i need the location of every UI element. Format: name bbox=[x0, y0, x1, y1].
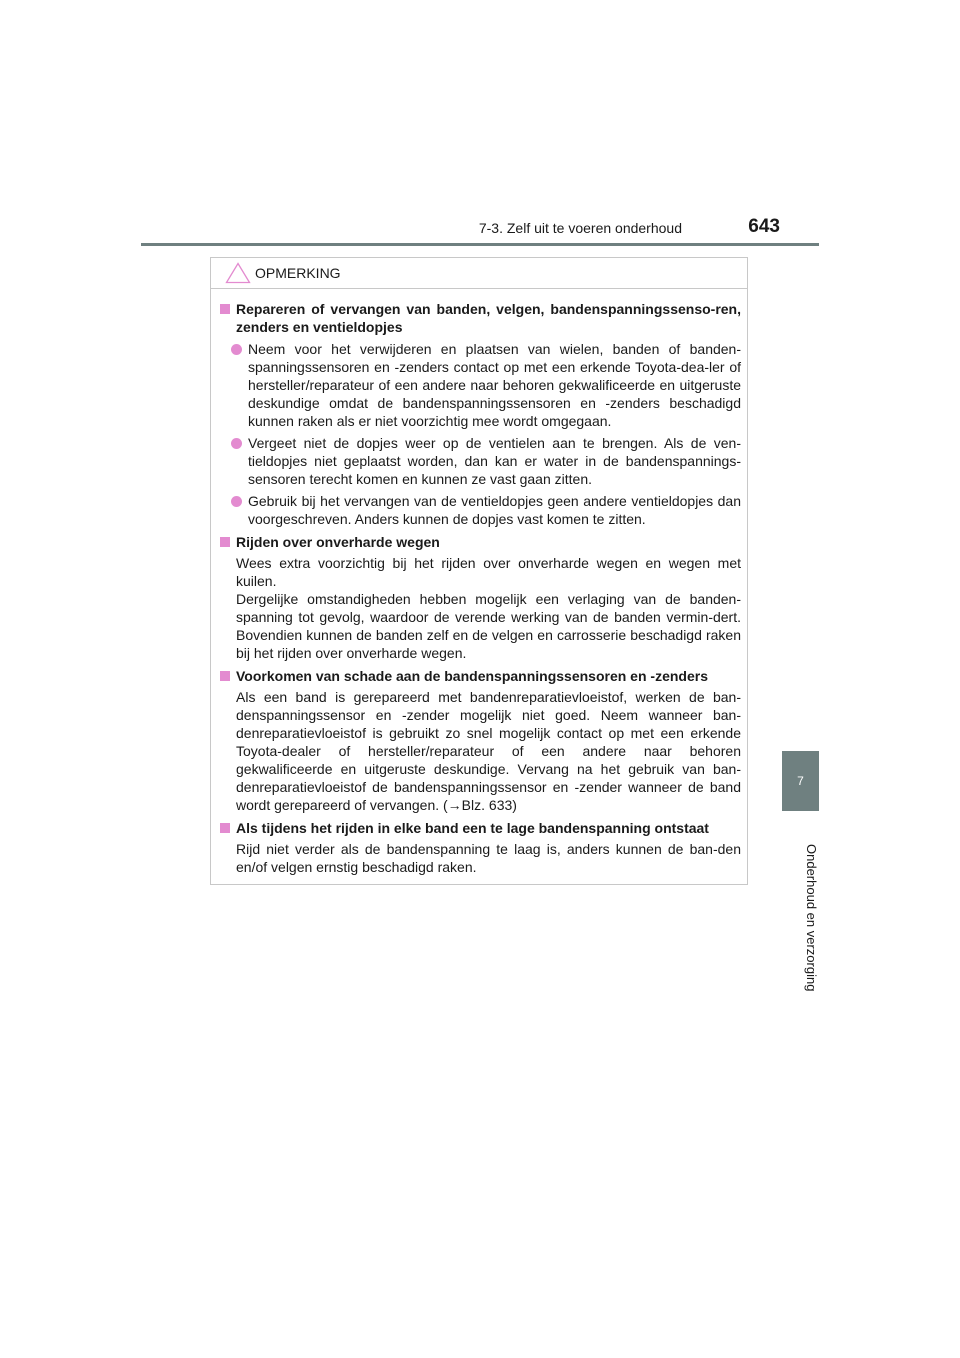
bullet-item: Vergeet niet de dopjes weer op de ventielen aan te brengen. Als de ven-tieldopjes niet geplaatst worden, dan kan er water in de bandenspannings-sensoren terecht komen en kunnen ze vast gaan zitten. bbox=[217, 434, 741, 488]
square-bullet-icon bbox=[220, 304, 230, 314]
notice-box bbox=[210, 257, 748, 885]
chapter-tab: 7 bbox=[782, 751, 819, 811]
round-bullet-icon bbox=[231, 438, 242, 449]
paragraph: Als een band is gerepareerd met bandenreparatievloeistof, werken de ban-denspanningssensor en -zender mogelijk niet goed. Neem wanneer ban-denreparatievloeistof is gebruikt zo snel mogelijk contact op met een erkende Toyota-dealer of hersteller/reparateur of een andere naar behoren gekwalificeerde en uitgeruste deskundige. Vervang na het gebruik van ban-denreparatievloeistof de bandenspanningssensor en -zender wanneer de band wordt gerepareerd of vervangen. (→Blz. 633) bbox=[236, 689, 741, 813]
chapter-title: Onderhoud en verzorging bbox=[804, 844, 819, 992]
notice-section bbox=[217, 667, 741, 814]
square-bullet-icon bbox=[220, 671, 230, 681]
square-bullet-icon bbox=[220, 537, 230, 547]
notice-section bbox=[217, 300, 741, 528]
section-heading: Als tijdens het rijden in elke band een te lage bandenspanning ontstaat bbox=[217, 819, 741, 837]
bullet-item: Neem voor het verwijderen en plaatsen van wielen, banden of banden-spanningssensoren en -zenders contact op met een erkende Toyota-dea-ler of hersteller/reparateur of een andere naar behoren gekwalificeerde en uitgeruste deskundige omdat de bandenspanningssensoren en -zenders beschadigd kunnen raken als er niet voorzichtig mee wordt omgegaan. bbox=[217, 340, 741, 430]
section-heading: Rijden over onverharde wegen bbox=[217, 533, 741, 551]
section-heading: Voorkomen van schade aan de bandenspanningssensoren en -zenders bbox=[217, 667, 741, 685]
notice-body bbox=[211, 289, 747, 876]
notice-section bbox=[217, 819, 741, 876]
page-number: 643 bbox=[748, 216, 780, 237]
running-header-section: 7-3. Zelf uit te voeren onderhoud bbox=[478, 220, 682, 236]
paragraph: Wees extra voorzichtig bij het rijden over onverharde wegen en wegen met kuilen. bbox=[236, 555, 741, 589]
round-bullet-icon bbox=[231, 344, 242, 355]
bullet-item: Gebruik bij het vervangen van de ventieldopjes geen andere ventieldopjes dan voorgeschreven. Anders kunnen de dopjes vast komen te zitten. bbox=[217, 492, 741, 528]
notice-section bbox=[217, 533, 741, 662]
paragraph: Dergelijke omstandigheden hebben mogelijk een verlaging van de banden-spanning tot gevolg, waardoor de verende werking van de banden vermin-dert. Bovendien kunnen de banden zelf en de velgen en carrosserie beschadigd raken bij het rijden over onverharde wegen. bbox=[236, 591, 741, 661]
square-bullet-icon bbox=[220, 823, 230, 833]
header-divider bbox=[141, 243, 819, 246]
paragraph: Rijd niet verder als de bandenspanning te laag is, anders kunnen de ban-den en/of velgen ernstig beschadigd raken. bbox=[236, 841, 741, 875]
notice-header bbox=[211, 258, 747, 289]
section-heading: Repareren of vervangen van banden, velgen, bandenspanningssenso-ren, zenders en ventieldopjes bbox=[217, 300, 741, 336]
warning-triangle-icon bbox=[225, 262, 251, 284]
notice-title: OPMERKING bbox=[255, 265, 341, 281]
round-bullet-icon bbox=[231, 496, 242, 507]
